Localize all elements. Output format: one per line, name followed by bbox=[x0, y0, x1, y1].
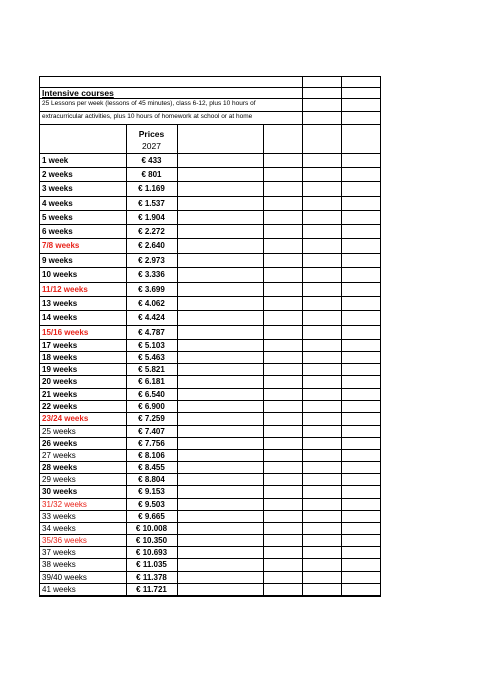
column-divider bbox=[263, 124, 264, 596]
column-divider bbox=[302, 76, 303, 596]
price-cell: € 7.756 bbox=[138, 438, 165, 448]
duration-cell: 2 weeks bbox=[42, 169, 73, 179]
price-cell: € 7.259 bbox=[138, 414, 165, 423]
duration-cell: 27 weeks bbox=[42, 450, 76, 460]
price-cell: € 801 bbox=[141, 169, 162, 179]
duration-cell: 18 weeks bbox=[42, 352, 78, 362]
row-divider bbox=[39, 375, 381, 376]
duration-cell: 6 weeks bbox=[42, 226, 73, 236]
price-cell: € 6.540 bbox=[138, 389, 165, 399]
duration-cell: 33 weeks bbox=[42, 511, 76, 521]
duration-cell: 15/16 weeks bbox=[42, 327, 89, 337]
row-divider bbox=[39, 583, 381, 584]
price-cell: € 2.640 bbox=[138, 241, 165, 250]
price-cell: € 9.665 bbox=[138, 511, 165, 521]
row-divider bbox=[39, 473, 381, 474]
price-cell: € 6.181 bbox=[138, 377, 165, 386]
duration-cell: 20 weeks bbox=[42, 377, 78, 386]
row-divider bbox=[39, 510, 381, 511]
duration-cell: 29 weeks bbox=[42, 474, 76, 484]
row-divider bbox=[39, 167, 381, 168]
price-cell: € 1.904 bbox=[138, 212, 165, 222]
row-divider bbox=[39, 485, 381, 486]
row-divider bbox=[39, 522, 381, 523]
row-divider bbox=[39, 534, 381, 535]
duration-cell: 7/8 weeks bbox=[42, 241, 80, 250]
price-cell: € 10.350 bbox=[135, 535, 168, 545]
row-divider bbox=[39, 412, 381, 413]
row-divider bbox=[39, 558, 381, 559]
price-cell: € 11.035 bbox=[136, 560, 167, 569]
duration-cell: 22 weeks bbox=[42, 401, 78, 411]
row-divider bbox=[39, 351, 381, 352]
duration-cell: 41 weeks bbox=[42, 585, 76, 594]
row-divider bbox=[39, 449, 381, 450]
page-title: Intensive courses bbox=[42, 88, 114, 98]
column-divider bbox=[177, 124, 178, 596]
description-line-1: 25 Lessons per week (lessons of 45 minutes), class 6-12, plus 10 hours of bbox=[42, 100, 256, 107]
duration-cell: 11/12 weeks bbox=[42, 284, 88, 294]
duration-cell: 5 weeks bbox=[42, 212, 73, 222]
price-cell: € 11.721 bbox=[136, 585, 167, 594]
duration-cell: 21 weeks bbox=[42, 389, 78, 399]
price-cell: € 2.973 bbox=[138, 255, 165, 265]
price-cell: € 4.787 bbox=[138, 327, 165, 337]
row-divider bbox=[39, 253, 381, 254]
price-cell: € 9.503 bbox=[138, 499, 165, 509]
price-cell: € 5.821 bbox=[138, 364, 165, 374]
row-divider bbox=[39, 111, 381, 112]
row-divider bbox=[39, 267, 381, 268]
row-divider bbox=[39, 425, 381, 426]
duration-cell: 9 weeks bbox=[42, 255, 73, 265]
row-divider bbox=[39, 282, 381, 283]
duration-cell: 23/24 weeks bbox=[42, 414, 89, 423]
duration-cell: 34 weeks bbox=[42, 523, 76, 533]
row-divider bbox=[39, 238, 381, 239]
row-divider bbox=[39, 571, 381, 572]
price-cell: € 4.062 bbox=[138, 298, 165, 308]
price-cell: € 8.804 bbox=[138, 474, 165, 484]
duration-cell: 14 weeks bbox=[42, 313, 78, 322]
duration-cell: 19 weeks bbox=[42, 364, 78, 374]
duration-cell: 38 weeks bbox=[42, 560, 76, 569]
row-divider bbox=[39, 388, 381, 389]
row-divider bbox=[39, 310, 381, 311]
duration-cell: 1 week bbox=[42, 155, 69, 165]
duration-cell: 28 weeks bbox=[42, 462, 78, 472]
row-divider bbox=[39, 546, 381, 547]
duration-cell: 17 weeks bbox=[42, 340, 78, 350]
price-cell: € 1.169 bbox=[138, 184, 165, 193]
duration-cell: 13 weeks bbox=[42, 298, 78, 308]
duration-cell: 4 weeks bbox=[42, 198, 73, 208]
price-cell: € 5.103 bbox=[138, 340, 165, 350]
duration-cell: 37 weeks bbox=[42, 547, 76, 557]
duration-cell: 39/40 weeks bbox=[42, 572, 87, 582]
row-divider bbox=[39, 124, 381, 125]
row-divider bbox=[39, 210, 381, 211]
price-cell: € 10.693 bbox=[135, 547, 168, 557]
table-frame bbox=[39, 76, 381, 596]
duration-cell: 26 weeks bbox=[42, 438, 78, 448]
row-divider bbox=[39, 437, 381, 438]
row-divider bbox=[39, 196, 381, 197]
description-line-2: extracurricular activities, plus 10 hours of homework at school or at home bbox=[42, 113, 253, 120]
row-divider bbox=[39, 400, 381, 401]
price-cell: € 1.537 bbox=[138, 198, 165, 208]
price-cell: € 9.153 bbox=[138, 487, 165, 496]
row-divider bbox=[39, 224, 381, 225]
row-divider bbox=[39, 181, 381, 182]
duration-cell: 10 weeks bbox=[42, 270, 78, 279]
row-divider bbox=[39, 498, 381, 499]
row-divider bbox=[39, 325, 381, 326]
price-header-label: Prices bbox=[138, 129, 165, 139]
duration-cell: 30 weeks bbox=[42, 487, 78, 496]
row-divider bbox=[39, 596, 381, 597]
duration-cell: 35/36 weeks bbox=[42, 535, 87, 545]
price-cell: € 6.900 bbox=[138, 401, 165, 411]
row-divider bbox=[39, 339, 381, 340]
price-cell: € 7.407 bbox=[138, 426, 165, 436]
price-cell: € 8.106 bbox=[138, 450, 165, 460]
price-cell: € 2.272 bbox=[138, 226, 165, 236]
duration-cell: 25 weeks bbox=[42, 426, 76, 436]
duration-cell: 31/32 weeks bbox=[42, 499, 87, 509]
row-divider bbox=[39, 87, 381, 88]
price-cell: € 3.699 bbox=[138, 284, 165, 294]
row-divider bbox=[39, 98, 381, 99]
price-header-year: 2027 bbox=[142, 141, 161, 151]
price-cell: € 8.455 bbox=[138, 462, 165, 472]
price-cell: € 10.008 bbox=[135, 523, 168, 533]
price-cell: € 3.336 bbox=[138, 270, 165, 279]
row-divider bbox=[39, 461, 381, 462]
price-cell: € 11.378 bbox=[136, 572, 167, 582]
column-divider bbox=[341, 76, 342, 596]
row-divider bbox=[39, 296, 381, 297]
row-divider bbox=[39, 153, 381, 154]
row-divider bbox=[39, 363, 381, 364]
duration-cell: 3 weeks bbox=[42, 184, 73, 193]
price-cell: € 433 bbox=[141, 155, 162, 165]
price-cell: € 4.424 bbox=[138, 313, 165, 322]
price-cell: € 5.463 bbox=[138, 352, 165, 362]
